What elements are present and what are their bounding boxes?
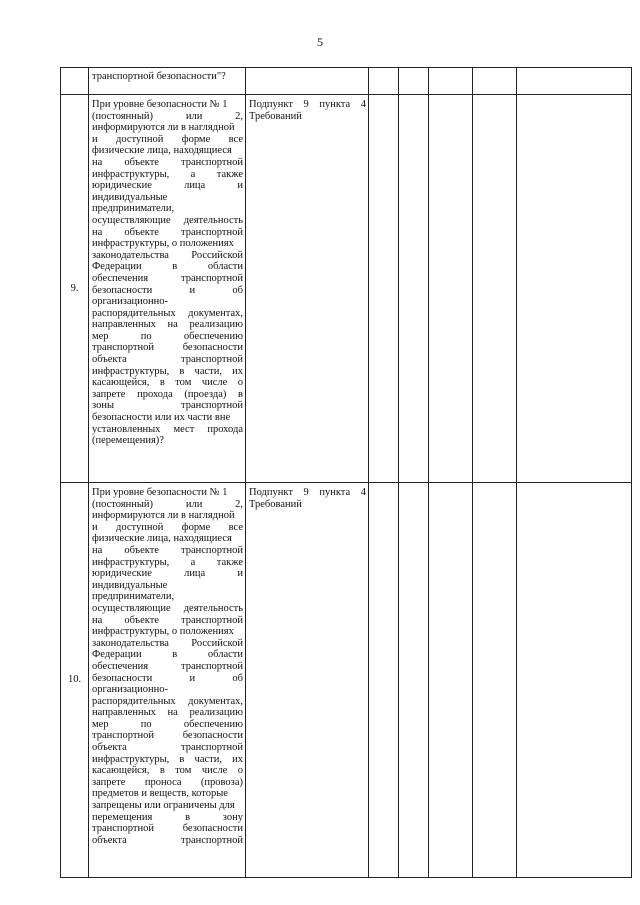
text-line: предприниматели, xyxy=(92,591,175,603)
text-line: законодательства Российской xyxy=(92,637,243,649)
text-line: физические лица, находящиеся xyxy=(92,533,232,545)
answer-extra-cell xyxy=(473,95,517,483)
text-line: законодательства Российской xyxy=(92,249,243,261)
reference-cell xyxy=(246,483,369,878)
page-number: 5 xyxy=(317,35,323,49)
text-line: предприниматели, xyxy=(92,203,175,215)
text-line: безопасности и об xyxy=(92,672,243,684)
answer-no-cell xyxy=(399,68,429,95)
text-line: и доступной форме все xyxy=(92,521,243,533)
text-line: юридические лица и xyxy=(92,568,243,580)
text-line: перемещения в зону xyxy=(92,811,243,823)
row-number-cell xyxy=(61,95,89,483)
text-line: осуществляющие деятельность xyxy=(92,214,243,226)
text-line: индивидуальные xyxy=(92,191,168,203)
notes-cell xyxy=(517,68,632,95)
text-line: информируются ли в наглядной xyxy=(92,122,235,134)
question-text xyxy=(92,71,243,83)
text-line: индивидуальные xyxy=(92,579,168,591)
row-number-cell xyxy=(61,68,89,95)
text-line: Федерации в области xyxy=(92,261,243,273)
text-line: инфраструктуры, о положениях xyxy=(92,626,234,638)
notes-cell xyxy=(517,483,632,878)
notes-cell xyxy=(517,95,632,483)
text-line: и доступной форме все xyxy=(92,133,243,145)
text-line: безопасности и об xyxy=(92,284,243,296)
text-line: распорядительных документах, xyxy=(92,695,243,707)
text-line: информируются ли в наглядной xyxy=(92,510,235,522)
row-number-cell xyxy=(61,483,89,878)
answer-na-cell xyxy=(429,483,473,878)
answer-yes-cell xyxy=(369,95,399,483)
table-row-10 xyxy=(61,483,632,878)
reference-text xyxy=(249,99,366,122)
text-line: транспортной безопасности"? xyxy=(92,71,226,82)
text-line: направленных на реализацию xyxy=(92,707,243,719)
answer-no-cell xyxy=(399,483,429,878)
table-row-continuation xyxy=(61,68,632,95)
text-line: Подпункт 9 пункта 4 xyxy=(249,487,366,498)
text-line: (перемещения)? xyxy=(92,435,164,447)
text-line: Требований xyxy=(249,498,302,510)
question-cell xyxy=(89,483,246,878)
text-line: При уровне безопасности № 1 xyxy=(92,99,228,110)
text-line: инфраструктуры, о положениях xyxy=(92,238,234,250)
table-row-9 xyxy=(61,95,632,483)
text-line: на объекте транспортной xyxy=(92,156,243,168)
question-cell xyxy=(89,68,246,95)
text-line: инфраструктуры, а также xyxy=(92,556,243,568)
reference-cell xyxy=(246,68,369,95)
text-line: запрете прохода (проезда) в xyxy=(92,388,243,400)
text-line: на объекте транспортной xyxy=(92,614,243,626)
text-line: юридические лица и xyxy=(92,180,243,192)
text-line: распорядительных документах, xyxy=(92,307,243,319)
text-line: безопасности или их части вне xyxy=(92,412,231,424)
text-line: обеспечения транспортной xyxy=(92,660,243,672)
text-line: объекта транспортной xyxy=(92,742,243,754)
text-line: инфраструктуры, в части, их xyxy=(92,753,243,765)
text-line: транспортной безопасности xyxy=(92,342,243,354)
text-line: предметов и веществ, которые xyxy=(92,788,228,800)
answer-yes-cell xyxy=(369,68,399,95)
text-line: инфраструктуры, в части, их xyxy=(92,365,243,377)
text-line: транспортной безопасности xyxy=(92,730,243,742)
text-line: на объекте транспортной xyxy=(92,544,243,556)
text-line: касающейся, в том числе о xyxy=(92,377,243,389)
text-line: запрете проноса (провоза) xyxy=(92,776,243,788)
text-line: (постоянный) или 2, xyxy=(92,110,243,122)
checklist-table xyxy=(60,67,632,878)
text-line: мер по обеспечению xyxy=(92,718,243,730)
text-line: запрещены или ограничены для xyxy=(92,800,235,812)
question-text xyxy=(92,99,243,447)
text-line: При уровне безопасности № 1 xyxy=(92,487,228,498)
text-line: обеспечения транспортной xyxy=(92,272,243,284)
text-line: установленных мест прохода xyxy=(92,423,243,435)
reference-text xyxy=(249,487,366,510)
question-text xyxy=(92,487,243,846)
text-line: Федерации в области xyxy=(92,649,243,661)
answer-na-cell xyxy=(429,68,473,95)
text-line: осуществляющие деятельность xyxy=(92,602,243,614)
text-line: зоны транспортной xyxy=(92,400,243,412)
answer-extra-cell xyxy=(473,68,517,95)
text-line: объекта транспортной xyxy=(92,834,243,846)
question-cell xyxy=(89,95,246,483)
text-line: на объекте транспортной xyxy=(92,226,243,238)
text-line: инфраструктуры, а также xyxy=(92,168,243,180)
text-line: направленных на реализацию xyxy=(92,319,243,331)
text-line: мер по обеспечению xyxy=(92,330,243,342)
text-line: Требований xyxy=(249,110,302,122)
text-line: Подпункт 9 пункта 4 xyxy=(249,99,366,110)
text-line: транспортной безопасности xyxy=(92,823,243,835)
text-line: физические лица, находящиеся xyxy=(92,145,232,157)
answer-na-cell xyxy=(429,95,473,483)
answer-extra-cell xyxy=(473,483,517,878)
text-line: организационно- xyxy=(92,296,168,308)
text-line: организационно- xyxy=(92,684,168,696)
text-line: (постоянный) или 2, xyxy=(92,498,243,510)
row-number: 10. xyxy=(67,674,82,686)
text-line: касающейся, в том числе о xyxy=(92,765,243,777)
reference-cell xyxy=(246,95,369,483)
row-number: 9. xyxy=(70,282,79,294)
text-line: объекта транспортной xyxy=(92,354,243,366)
answer-yes-cell xyxy=(369,483,399,878)
answer-no-cell xyxy=(399,95,429,483)
